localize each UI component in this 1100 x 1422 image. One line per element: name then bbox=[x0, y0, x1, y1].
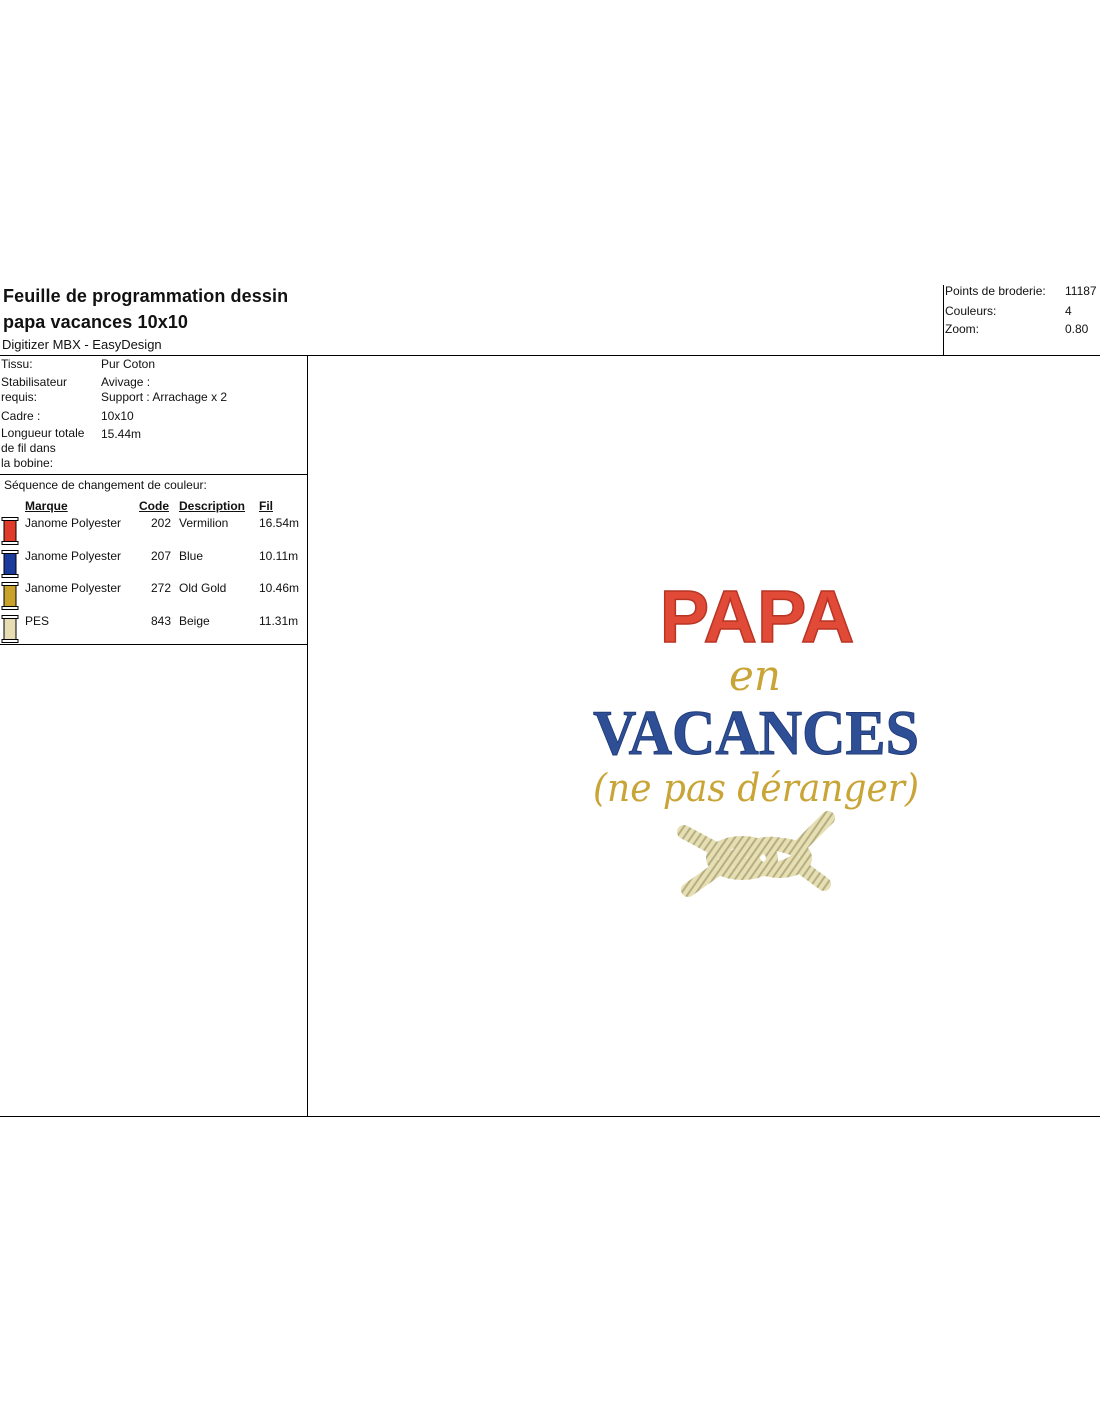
thread-length-value: 15.44m bbox=[101, 427, 142, 441]
row-thread: 10.11m bbox=[259, 549, 299, 563]
stabilizer-value-2: Support : Arrachage x 2 bbox=[101, 390, 228, 404]
fabric-label: Tissu: bbox=[1, 357, 33, 371]
design-text-papa: PAPA bbox=[659, 575, 855, 658]
colors-value: 4 bbox=[1065, 304, 1072, 318]
zoom-value: 0.80 bbox=[1065, 322, 1089, 336]
thread-spool-icon bbox=[1, 517, 19, 545]
row-brand: Janome Polyester bbox=[25, 549, 122, 563]
row-code: 272 bbox=[151, 581, 172, 595]
thread-length-label-3: la bobine: bbox=[1, 456, 54, 470]
sequence-rule bbox=[0, 644, 307, 645]
row-description: Old Gold bbox=[179, 581, 227, 595]
thread-spool-icon bbox=[1, 615, 19, 643]
row-brand: Janome Polyester bbox=[25, 581, 122, 595]
design-text-vacances: VACANCES bbox=[593, 697, 919, 768]
stabilizer-label: Stabilisateur bbox=[1, 375, 68, 389]
column-description: Description bbox=[179, 499, 246, 513]
row-description: Blue bbox=[179, 549, 204, 563]
row-brand: Janome Polyester bbox=[25, 516, 122, 530]
row-thread: 11.31m bbox=[259, 614, 299, 628]
row-description: Beige bbox=[179, 614, 210, 628]
column-code: Code bbox=[139, 499, 169, 513]
thread-length-label: Longueur totale bbox=[1, 426, 85, 440]
column-thread: Fil bbox=[259, 499, 273, 513]
stabilizer-value: Avivage : bbox=[101, 375, 151, 389]
row-code: 843 bbox=[151, 614, 172, 628]
software-name: Digitizer MBX - EasyDesign bbox=[2, 337, 162, 352]
row-thread: 16.54m bbox=[259, 516, 300, 530]
row-thread: 10.46m bbox=[259, 581, 300, 595]
colors-label: Couleurs: bbox=[945, 304, 997, 318]
stitches-value: 11187 bbox=[1065, 285, 1097, 298]
frame-label: Cadre : bbox=[1, 409, 41, 423]
row-code: 202 bbox=[151, 516, 172, 530]
sheet-title: Feuille de programmation dessin bbox=[3, 286, 289, 306]
stitches-label: Points de broderie: bbox=[945, 285, 1046, 298]
zoom-label: Zoom: bbox=[945, 322, 980, 336]
row-brand: PES bbox=[25, 614, 50, 628]
header-rule bbox=[0, 355, 1100, 356]
design-text-ne-pas-deranger: (ne pas déranger) bbox=[593, 766, 919, 810]
thread-spool-icon bbox=[1, 582, 19, 610]
embroidery-preview bbox=[580, 560, 940, 920]
sequence-title: Séquence de changement de couleur: bbox=[4, 478, 207, 492]
fabric-value: Pur Coton bbox=[101, 357, 156, 371]
thread-length-label-2: de fil dans bbox=[1, 441, 56, 455]
footer-rule bbox=[0, 1116, 1100, 1117]
panel-divider bbox=[307, 355, 308, 1117]
column-brand: Marque bbox=[25, 499, 68, 513]
thread-spool-icon bbox=[1, 550, 19, 578]
rope-knot-icon bbox=[684, 818, 828, 890]
row-description: Vermilion bbox=[179, 516, 229, 530]
design-name: papa vacances 10x10 bbox=[3, 312, 189, 332]
frame-value: 10x10 bbox=[101, 409, 134, 423]
stats-box bbox=[944, 285, 1100, 355]
stabilizer-label-2: requis: bbox=[1, 390, 38, 404]
design-text-en: en bbox=[729, 651, 781, 700]
row-code: 207 bbox=[151, 549, 172, 563]
info-rule bbox=[0, 474, 307, 475]
